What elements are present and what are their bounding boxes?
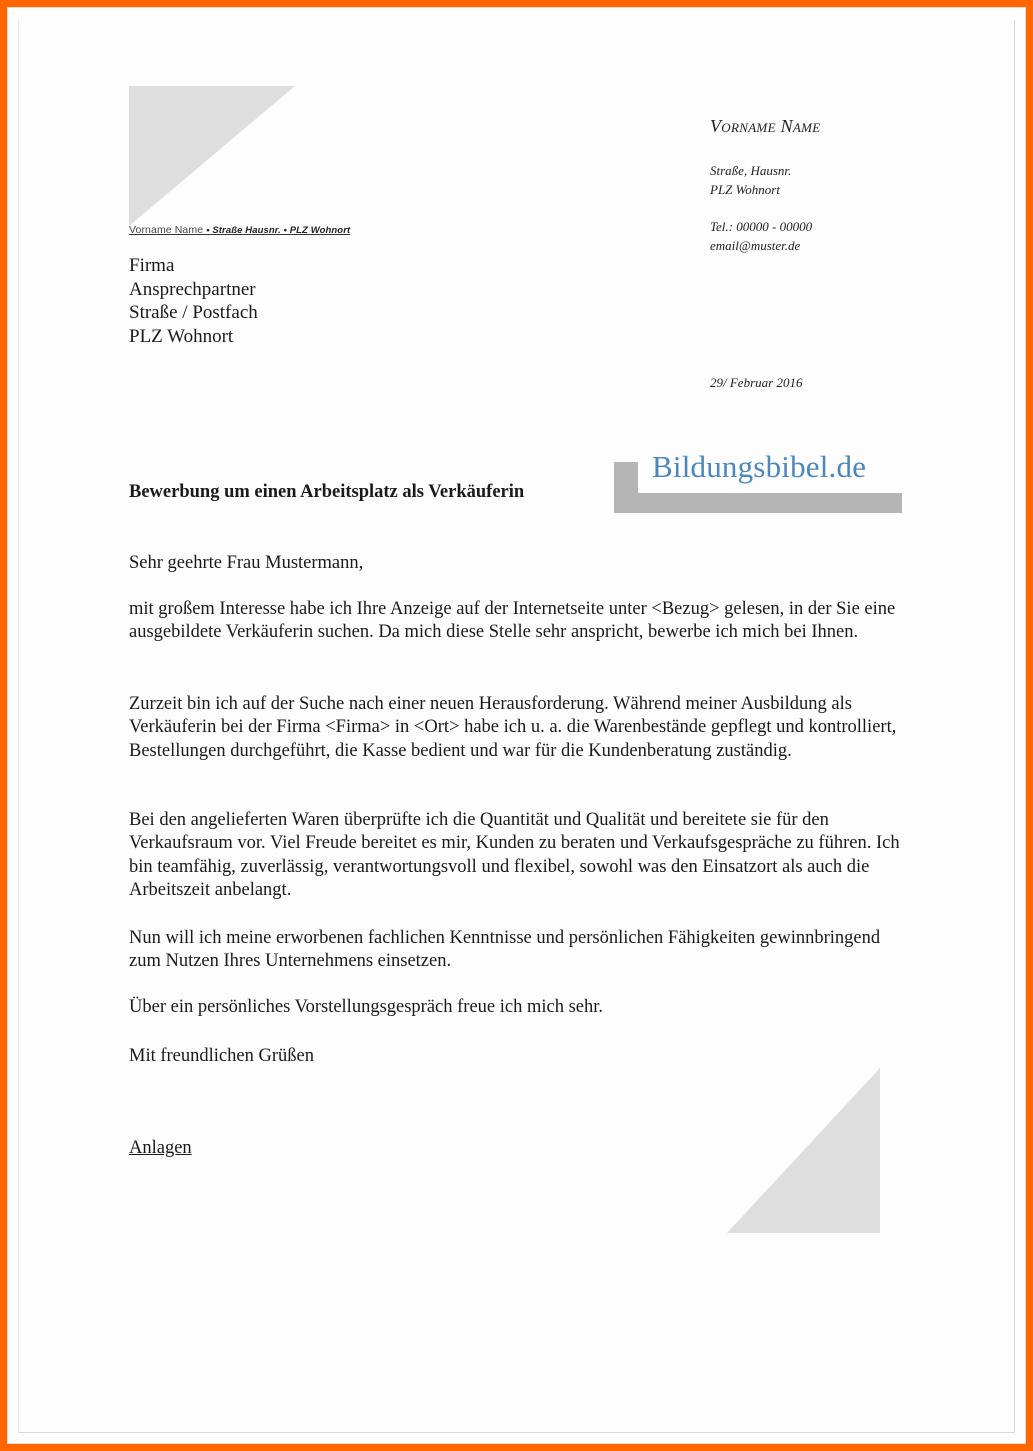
body-paragraph: mit großem Interesse habe ich Ihre Anzeige auf der Internetseite unter <Bezug> gelesen, in der Sie eine ausgebildete Verkäuferin suchen. Da mich diese Stelle sehr anspricht, bewerbe ich mich bei Ihnen. xyxy=(129,599,896,643)
recipient-city: PLZ Wohnort xyxy=(129,325,234,347)
letterhead-phone: Tel.: 00000 - 00000 xyxy=(710,219,813,234)
letterhead-city: PLZ Wohnort xyxy=(710,182,780,197)
salutation: Sehr geehrte Frau Mustermann, xyxy=(129,553,364,573)
triangle-shape-bottom xyxy=(727,1068,880,1233)
closing-phrase: Mit freundlichen Grüßen xyxy=(129,1046,314,1066)
body-paragraph: Bei den angelieferten Waren überprüfte ich die Quantität und Qualität und bereitete sie für den Verkaufsraum vor. Viel Freude bereitet es mir, Kunden zu beraten und Verkaufsgespräche zu führen. Ich bin teamfähig, zuverlässig, verantwortungsvoll und flexibel, sowohl was den Einsatzort als auch die Arbeitszeit anbelangt. xyxy=(129,810,900,900)
letterhead-name: Vorname Name xyxy=(710,116,821,136)
decorative-triangle-top xyxy=(129,86,295,226)
logo-text: Bildungsbibel.de xyxy=(652,449,867,484)
body-paragraph: Über ein persönliches Vorstellungsgespräch freue ich mich sehr. xyxy=(129,997,604,1017)
sender-return-line xyxy=(129,224,350,236)
recipient-company: Firma xyxy=(129,255,175,276)
letter-date: 29/ Februar 2016 xyxy=(710,375,803,390)
recipient-address xyxy=(129,254,258,348)
body-paragraph: Nun will ich meine erworbenen fachlichen Kenntnisse und persönlichen Fähigkeiten gewinnbringend zum Nutzen Ihres Unternehmens einsetzen. xyxy=(129,928,881,972)
body-paragraph: Zurzeit bin ich auf der Suche nach einer neuen Herausforderung. Während meiner Ausbildung als Verkäuferin bei der Firma <Firma> in <Ort> habe ich u. a. die Warenbestände gepflegt und kontrolliert, Bestellungen durchgeführt, die Kasse bedient und war für die Kundenberatung zuständig. xyxy=(129,694,897,761)
logo-bar-horizontal xyxy=(614,493,902,513)
sender-line-address: • Straße Hausnr. • PLZ Wohnort xyxy=(206,225,351,236)
attachments-label: Anlagen xyxy=(129,1138,192,1158)
letterhead-street: Straße, Hausnr. xyxy=(710,163,792,178)
decorative-triangle-bottom xyxy=(727,1068,880,1233)
recipient-contact-person: Ansprechpartner xyxy=(129,278,256,300)
recipient-street: Straße / Postfach xyxy=(129,302,258,323)
bildungsbibel-logo xyxy=(614,450,902,514)
letter-subject: Bewerbung um einen Arbeitsplatz als Verkäuferin xyxy=(129,482,525,502)
letterhead-email: email@muster.de xyxy=(710,238,801,253)
triangle-shape-top xyxy=(129,86,295,226)
page-inner-border-left xyxy=(18,20,19,1433)
letterhead-address xyxy=(710,161,791,199)
letterhead-contact xyxy=(710,217,812,255)
sender-line-name: Vorname Name xyxy=(129,224,204,236)
